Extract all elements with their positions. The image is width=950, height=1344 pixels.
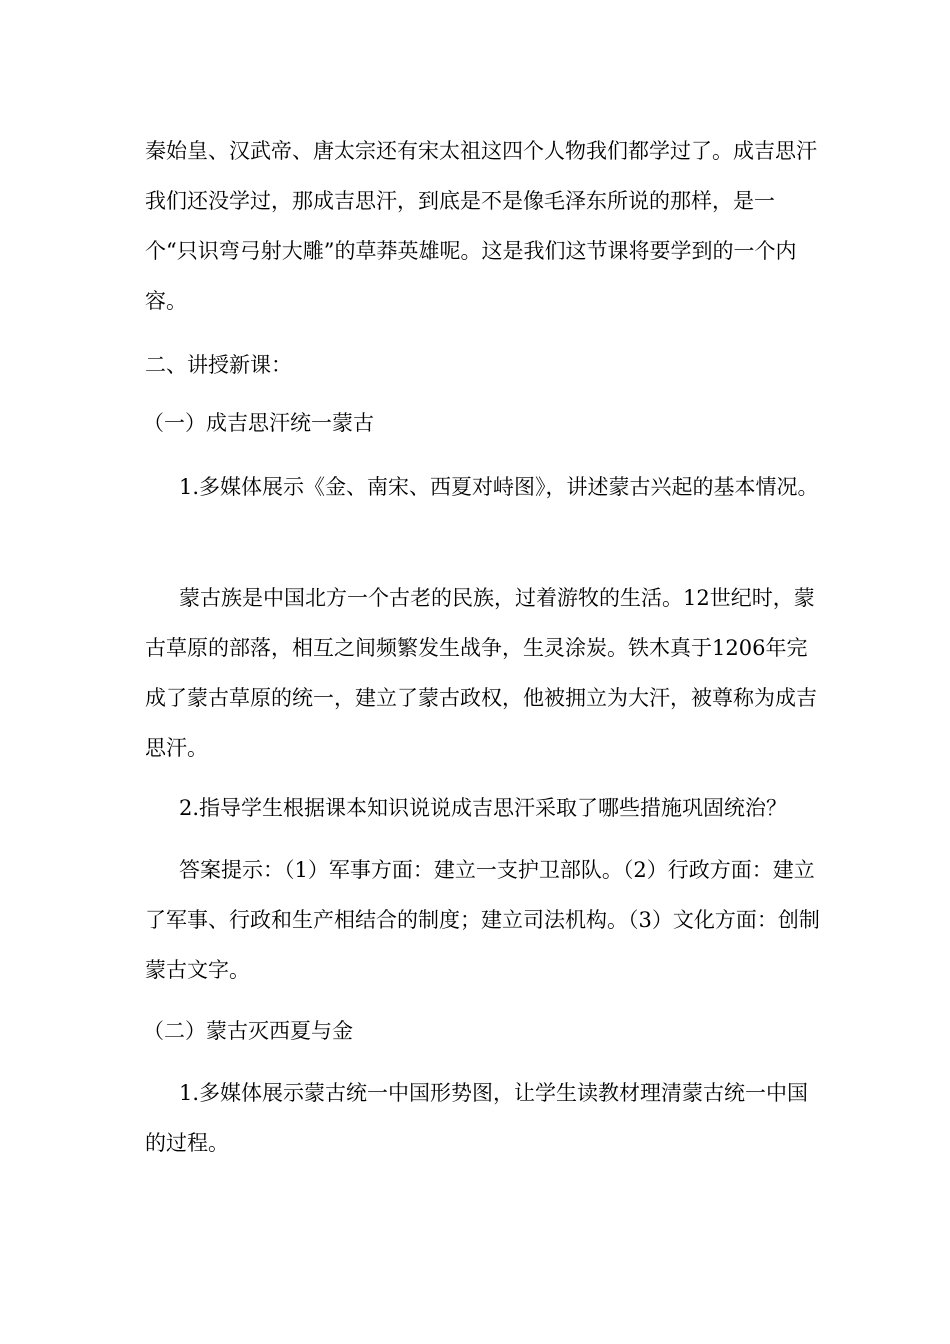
- paragraph-mongol-rise: 蒙古族是中国北方一个古老的民族，过着游牧的生活。12世纪时，蒙古草原的部落，相互之间频繁发生战争，生灵涂炭。铁木真于1206年完成了蒙古草原的统一，建立了蒙古政权，他被拥立为大汗，被尊称为成吉思汗。: [145, 586, 817, 760]
- paragraph-answer-hint: 答案提示：（1）军事方面：建立一支护卫部队。（2）行政方面：建立了军事、行政和生产相结合的制度；建立司法机构。（3）文化方面：创制蒙古文字。: [145, 858, 820, 982]
- paragraph-item-2-1: 1.多媒体展示蒙古统一中国形势图，让学生读教材理清蒙古统一中国的过程。: [145, 1081, 809, 1155]
- intro-paragraph: 秦始皇、汉武帝、唐太宗还有宋太祖这四个人物我们都学过了。成吉思汗我们还没学过，那成吉思汗，到底是不是像毛泽东所说的那样，是一个“只识弯弓射大雕”的草莽英雄呢。这是我们这节课将要学到的一个内容。: [145, 139, 817, 313]
- subsection-heading-1: （一）成吉思汗统一蒙古: [143, 411, 374, 435]
- paragraph-item-1-2: 2.指导学生根据课本知识说说成吉思汗采取了哪些措施巩固统治？: [179, 796, 788, 820]
- section-heading: 二、讲授新课：: [145, 353, 292, 377]
- subsection-heading-2: （二）蒙古灭西夏与金: [143, 1019, 353, 1043]
- paragraph-item-1-1: 1.多媒体展示《金、南宋、西夏对峙图》，讲述蒙古兴起的基本情况。: [179, 475, 819, 499]
